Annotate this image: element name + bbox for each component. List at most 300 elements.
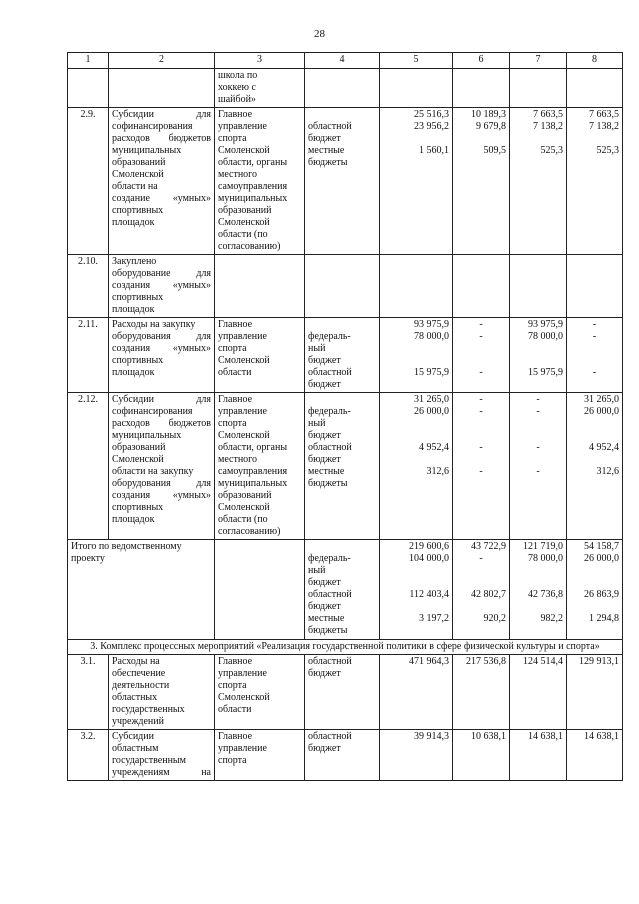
word: «умных» (172, 343, 211, 354)
name-line (112, 109, 211, 121)
year-3-amount (567, 393, 623, 540)
total-amount (380, 655, 453, 730)
responsible-executor (215, 730, 305, 781)
org-line: Смоленской (218, 145, 270, 156)
dash-value: - (592, 331, 597, 342)
source-line: ный (308, 343, 326, 354)
name-line: Закуплено (112, 256, 157, 267)
blank-line (456, 430, 506, 442)
year-1-amount (453, 69, 510, 108)
word: для (196, 394, 211, 405)
dash-value: - (536, 394, 540, 405)
total-amount (380, 730, 453, 781)
dash-value: - (592, 367, 597, 378)
year-3-amount (567, 655, 623, 730)
funding-source (305, 255, 380, 318)
header-col-1: 1 (68, 53, 109, 69)
amount-value: 78 000,0 (528, 553, 563, 564)
blank-line (513, 577, 563, 589)
amount-value: 471 964,3 (409, 656, 449, 667)
word: «умных» (172, 193, 211, 204)
source-line: бюджеты (308, 478, 348, 489)
blank-line (308, 319, 376, 331)
amount-value: 7 138,2 (589, 121, 619, 132)
word: оборудования (112, 331, 171, 342)
measure-name (109, 255, 215, 318)
total-line: Итого по ведомственному (71, 541, 182, 552)
org-line: школа по (218, 70, 258, 81)
org-line: спорта (218, 418, 247, 429)
amount-value: 78 000,0 (528, 331, 563, 342)
amount-value: 26 000,0 (584, 406, 619, 417)
name-line (112, 193, 211, 205)
blank-line (456, 601, 506, 613)
blank-line (570, 577, 619, 589)
measure-name (109, 655, 215, 730)
dash-value: - (479, 442, 483, 453)
name-line (112, 268, 211, 280)
blank-line (308, 541, 376, 553)
word: создания (112, 343, 151, 354)
amount-value: 7 663,5 (589, 109, 619, 120)
blank-line (308, 394, 376, 406)
blank-line (383, 343, 449, 355)
section-3-row (68, 640, 623, 655)
blank-line (513, 565, 563, 577)
name-line: софинансирования (112, 406, 193, 417)
org-line: Главное (218, 394, 253, 405)
org-line: хоккею с (218, 82, 256, 93)
word: Субсидии (112, 394, 154, 405)
dash-value: - (479, 331, 483, 342)
measure-name (109, 69, 215, 108)
blank-line (383, 454, 449, 466)
responsible-executor (215, 655, 305, 730)
org-line: Смоленской (218, 692, 270, 703)
funding-source (305, 655, 380, 730)
org-line: местного (218, 169, 258, 180)
blank-line (513, 601, 563, 613)
word: бюджетов (168, 133, 211, 144)
row-number: 2.12. (68, 393, 109, 540)
name-line: деятельности (112, 680, 170, 691)
section-3-title: 3. Комплекс процессных мероприятий «Реализация государственной политики в сфере физической культуры и спорта» (68, 640, 623, 655)
source-line: местные (308, 145, 345, 156)
source-line: бюджет (308, 743, 341, 754)
source-line: бюджеты (308, 625, 348, 636)
dash-value: - (479, 367, 483, 378)
word: для (196, 331, 211, 342)
org-line: области (218, 704, 252, 715)
year-1-amount (453, 540, 510, 640)
word: «умных» (172, 490, 211, 501)
header-col-7: 7 (510, 53, 567, 69)
amount-value: 982,2 (540, 613, 563, 624)
dash-value: - (479, 319, 483, 330)
total-amount (380, 318, 453, 393)
amount-value: 31 265,0 (414, 394, 449, 405)
total-amount (380, 540, 453, 640)
org-line: муниципальных (218, 478, 288, 489)
amount-value: 312,6 (596, 466, 619, 477)
amount-value: 15 975,9 (528, 367, 563, 378)
source-line: областной (308, 589, 352, 600)
name-line: софинансирования (112, 121, 193, 132)
org-line: Смоленской (218, 217, 270, 228)
row-number: 2.11. (68, 318, 109, 393)
name-line: Смоленской (112, 169, 164, 180)
name-line: спортивных (112, 355, 164, 366)
amount-value: 26 863,9 (584, 589, 619, 600)
header-col-3: 3 (215, 53, 305, 69)
dash-value: - (479, 466, 483, 477)
blank-line (570, 454, 619, 466)
org-line: управление (218, 331, 267, 342)
amount-value: 54 158,7 (584, 541, 619, 552)
amount-value: 525,3 (596, 145, 619, 156)
year-3-amount (567, 108, 623, 255)
word: оборудование (112, 268, 171, 279)
blank-line (383, 601, 449, 613)
name-line (112, 478, 211, 490)
blank-line (570, 133, 619, 145)
amount-value: 509,5 (483, 145, 506, 156)
blank-line (456, 418, 506, 430)
name-line: площадок (112, 367, 155, 378)
blank-line (513, 430, 563, 442)
blank-line (383, 565, 449, 577)
total-line: проекту (71, 553, 105, 564)
amount-value: 9 679,8 (476, 121, 506, 132)
amount-value: 31 265,0 (584, 394, 619, 405)
blank-line (456, 133, 506, 145)
row-3-1 (68, 655, 623, 730)
org-line: Смоленской (218, 430, 270, 441)
amount-value: 312,6 (426, 466, 449, 477)
word: создание (112, 193, 150, 204)
name-line: Расходы на закупку (112, 319, 196, 330)
org-line: области (по (218, 229, 268, 240)
year-1-amount (453, 655, 510, 730)
blank-line (383, 577, 449, 589)
source-line: федераль- (308, 553, 351, 564)
year-3-amount (567, 69, 623, 108)
org-line: самоуправления (218, 466, 288, 477)
name-line: площадок (112, 304, 155, 315)
total-org (215, 540, 305, 640)
year-1-amount (453, 393, 510, 540)
blank-line (456, 577, 506, 589)
name-line: Расходы на (112, 656, 160, 667)
budget-table (67, 52, 623, 781)
name-line: областных (112, 692, 158, 703)
blank-line (308, 109, 376, 121)
row-number: 2.10. (68, 255, 109, 318)
blank-line (383, 418, 449, 430)
blank-line (383, 133, 449, 145)
blank-line (570, 430, 619, 442)
source-line: федераль- (308, 331, 351, 342)
blank-line (456, 454, 506, 466)
name-line: государственных (112, 704, 185, 715)
row-2-9 (68, 108, 623, 255)
measure-name (109, 393, 215, 540)
name-line: спортивных (112, 502, 164, 513)
name-line (112, 133, 211, 145)
total-amount (380, 255, 453, 318)
source-line: ный (308, 418, 326, 429)
name-line: образований (112, 442, 166, 453)
year-1-amount (453, 318, 510, 393)
responsible-executor (215, 108, 305, 255)
org-line: области, органы (218, 442, 288, 453)
blank-line (513, 454, 563, 466)
measure-name (109, 108, 215, 255)
total-amount (380, 69, 453, 108)
total-label (68, 540, 215, 640)
org-line: области (218, 367, 252, 378)
year-2-amount (510, 255, 567, 318)
blank-line (513, 133, 563, 145)
funding-source (305, 318, 380, 393)
word: создания (112, 280, 151, 291)
amount-value: 1 294,8 (589, 613, 619, 624)
amount-value: 93 975,9 (528, 319, 563, 330)
org-line: согласованию) (218, 241, 281, 252)
row-number: 2.9. (68, 108, 109, 255)
row-2-10 (68, 255, 623, 318)
source-line: бюджет (308, 430, 341, 441)
year-2-amount (510, 540, 567, 640)
amount-value: 121 719,0 (523, 541, 563, 552)
year-2-amount (510, 393, 567, 540)
total-amount (380, 393, 453, 540)
amount-value: 112 403,4 (409, 589, 449, 600)
year-3-amount (567, 730, 623, 781)
blank-line (570, 343, 619, 355)
name-line (112, 418, 211, 430)
amount-value: 26 000,0 (414, 406, 449, 417)
name-line: муниципальных (112, 145, 182, 156)
org-line: Смоленской (218, 502, 270, 513)
source-line: бюджет (308, 133, 341, 144)
row-number: 3.1. (68, 655, 109, 730)
amount-value: 4 952,4 (419, 442, 449, 453)
org-line: управление (218, 406, 267, 417)
dash-value: - (479, 406, 483, 417)
org-line: области, органы (218, 157, 288, 168)
dash-value: - (536, 406, 540, 417)
row-continued (68, 69, 623, 108)
source-line: бюджет (308, 577, 341, 588)
word: бюджетов (168, 418, 211, 429)
org-line: управление (218, 121, 267, 132)
source-line: областной (308, 731, 352, 742)
total-amount (380, 108, 453, 255)
org-line: Главное (218, 319, 253, 330)
source-line: бюджет (308, 379, 341, 390)
name-line: образований (112, 157, 166, 168)
word: «умных» (172, 280, 211, 291)
amount-value: 219 600,6 (409, 541, 449, 552)
year-1-amount (453, 730, 510, 781)
amount-value: 4 952,4 (589, 442, 619, 453)
org-line: самоуправления (218, 181, 288, 192)
responsible-executor (215, 255, 305, 318)
amount-value: 39 914,3 (414, 731, 449, 742)
org-line: местного (218, 454, 258, 465)
org-line: Главное (218, 731, 253, 742)
name-line: площадок (112, 514, 155, 525)
name-line (112, 280, 211, 292)
org-line: согласованию) (218, 526, 281, 537)
amount-value: 42 736,8 (528, 589, 563, 600)
name-line: спортивных (112, 205, 164, 216)
header-col-5: 5 (380, 53, 453, 69)
blank-line (456, 343, 506, 355)
name-line: области на закупку (112, 466, 194, 477)
blank-line (570, 355, 619, 367)
word: учреждениям (112, 767, 170, 778)
amount-value: 7 138,2 (533, 121, 563, 132)
year-2-amount (510, 318, 567, 393)
amount-value: 7 663,5 (533, 109, 563, 120)
blank-line (383, 355, 449, 367)
org-line: шайбой» (218, 94, 256, 105)
org-line: управление (218, 668, 267, 679)
source-line: федераль- (308, 406, 351, 417)
row-number: 3.2. (68, 730, 109, 781)
org-line: Главное (218, 109, 253, 120)
amount-value: 217 536,8 (466, 656, 506, 667)
source-line: местные (308, 466, 345, 477)
name-line (112, 767, 211, 779)
org-line: спорта (218, 755, 247, 766)
source-line: областной (308, 442, 352, 453)
word: Субсидии (112, 109, 154, 120)
header-col-6: 6 (453, 53, 510, 69)
blank-line (570, 601, 619, 613)
org-line: Смоленской (218, 355, 270, 366)
funding-source (305, 540, 380, 640)
amount-value: 78 000,0 (414, 331, 449, 342)
dash-value: - (479, 553, 483, 564)
measure-name (109, 730, 215, 781)
source-line: областной (308, 121, 352, 132)
funding-source (305, 108, 380, 255)
name-line (112, 343, 211, 355)
responsible-executor (215, 69, 305, 108)
word: для (196, 268, 211, 279)
amount-value: 104 000,0 (409, 553, 449, 564)
name-line: Смоленской (112, 454, 164, 465)
word: расходов (112, 418, 150, 429)
word: для (196, 478, 211, 489)
source-line: областной (308, 656, 352, 667)
year-2-amount (510, 69, 567, 108)
source-line: бюджет (308, 355, 341, 366)
word: на (201, 767, 211, 778)
word: расходов (112, 133, 150, 144)
amount-value: 93 975,9 (414, 319, 449, 330)
name-line: муниципальных (112, 430, 182, 441)
blank-line (383, 430, 449, 442)
amount-value: 42 802,7 (471, 589, 506, 600)
dash-value: - (536, 466, 540, 477)
responsible-executor (215, 393, 305, 540)
year-1-amount (453, 255, 510, 318)
blank-line (513, 418, 563, 430)
name-line: площадок (112, 217, 155, 228)
org-line: спорта (218, 133, 247, 144)
dash-value: - (479, 394, 483, 405)
header-row (68, 53, 623, 69)
org-line: образований (218, 205, 272, 216)
year-2-amount (510, 730, 567, 781)
name-line (112, 394, 211, 406)
blank-line (513, 355, 563, 367)
blank-line (456, 355, 506, 367)
source-line: бюджеты (308, 157, 348, 168)
amount-value: 1 560,1 (419, 145, 449, 156)
org-line: образований (218, 490, 272, 501)
source-line: бюджет (308, 454, 341, 465)
funding-source (305, 730, 380, 781)
header-col-8: 8 (567, 53, 623, 69)
blank-line (456, 565, 506, 577)
page-number: 28 (314, 28, 325, 40)
header-col-4: 4 (305, 53, 380, 69)
name-line: Субсидии (112, 731, 154, 742)
org-line: Главное (218, 656, 253, 667)
amount-value: 525,3 (540, 145, 563, 156)
source-line: ный (308, 565, 326, 576)
header-col-2: 2 (109, 53, 215, 69)
amount-value: 14 638,1 (528, 731, 563, 742)
org-line: управление (218, 743, 267, 754)
amount-value: 10 189,3 (471, 109, 506, 120)
word: для (196, 109, 211, 120)
responsible-executor (215, 318, 305, 393)
funding-source (305, 69, 380, 108)
year-3-amount (567, 540, 623, 640)
name-line (112, 331, 211, 343)
word: оборудования (112, 478, 171, 489)
amount-value: 129 913,1 (579, 656, 619, 667)
dash-value: - (592, 319, 597, 330)
source-line: бюджет (308, 601, 341, 612)
amount-value: 10 638,1 (471, 731, 506, 742)
word: создания (112, 490, 151, 501)
amount-value: 43 722,9 (471, 541, 506, 552)
blank-line (570, 418, 619, 430)
amount-value: 15 975,9 (414, 367, 449, 378)
row-2-11 (68, 318, 623, 393)
row-number (68, 69, 109, 108)
measure-name (109, 318, 215, 393)
total-row (68, 540, 623, 640)
row-3-2 (68, 730, 623, 781)
dash-value: - (536, 442, 540, 453)
amount-value: 3 197,2 (419, 613, 449, 624)
year-2-amount (510, 655, 567, 730)
org-line: муниципальных (218, 193, 288, 204)
name-line: спортивных (112, 292, 164, 303)
org-line: спорта (218, 680, 247, 691)
year-1-amount (453, 108, 510, 255)
name-line: государственным (112, 755, 186, 766)
funding-source (305, 393, 380, 540)
